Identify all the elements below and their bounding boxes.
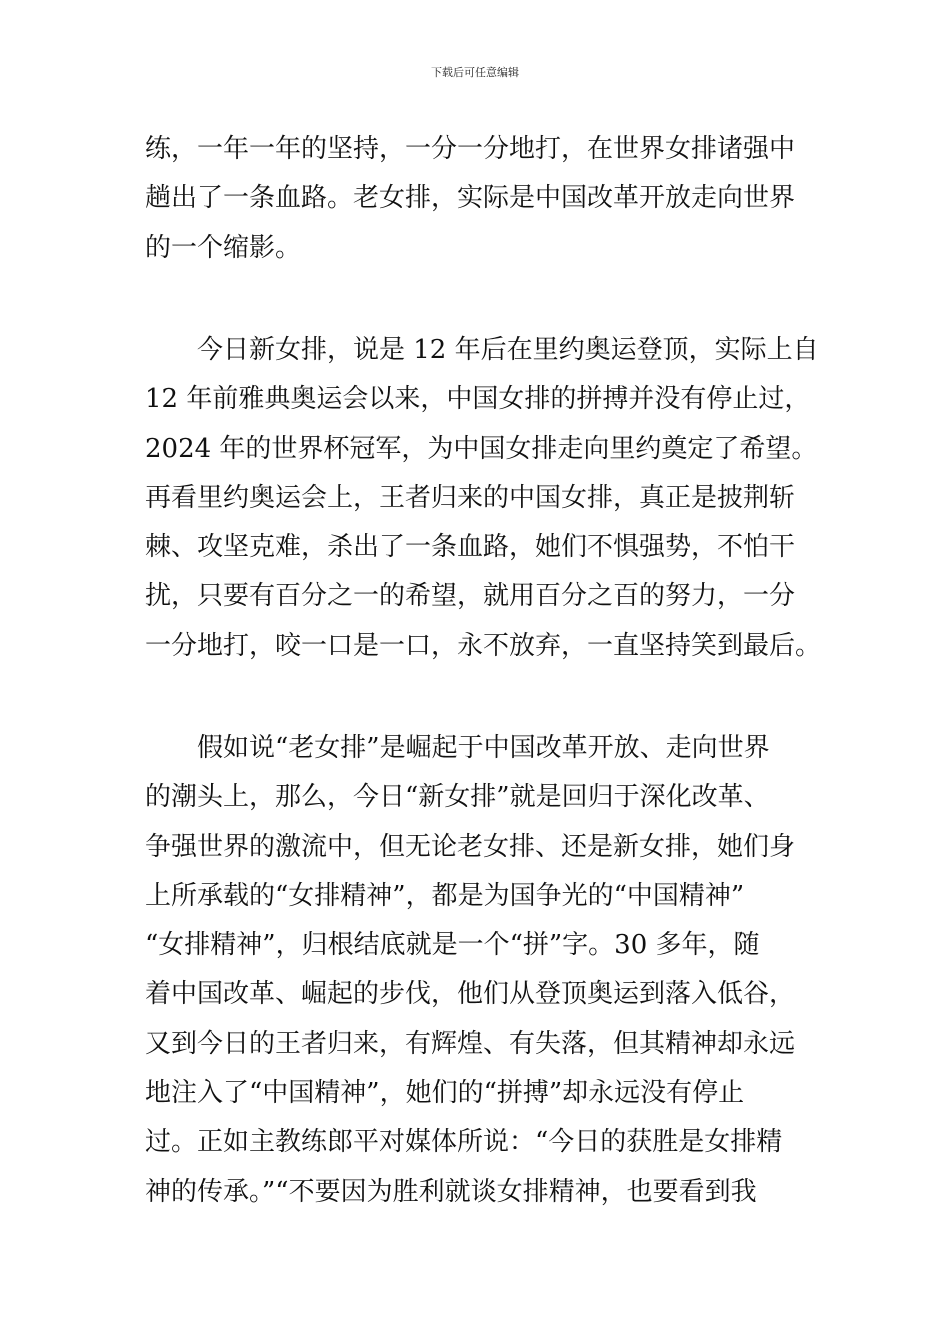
paragraph-line: 今日新女排，说是 12 年后在里约奥运登顶，实际上自 xyxy=(197,335,819,365)
paragraph-line: 练，一年一年的坚持，一分一分地打，在世界女排诸强中 xyxy=(145,134,796,164)
paragraph-3 xyxy=(145,724,805,1217)
paragraph-line: 2024 年的世界杯冠军，为中国女排走向里约奠定了希望。 xyxy=(145,433,818,464)
paragraph-line: 地注入了“中国精神”，她们的“拼搏”却永远没有停止 xyxy=(145,1078,745,1109)
paragraph-line: 假如说“老女排”是崛起于中国改革开放、走向世界 xyxy=(197,733,770,763)
paragraph-line: 12 年前雅典奥运会以来，中国女排的拼搏并没有停止过， xyxy=(145,384,811,415)
paragraph-line: 争强世界的激流中，但无论老女排、还是新女排，她们身 xyxy=(145,831,796,862)
paragraph-line: 棘、攻坚克难，杀出了一条血路，她们不惧强势，不怕干 xyxy=(145,532,796,563)
paragraph-line: 上所承载的“女排精神”，都是为国争光的“中国精神” xyxy=(145,880,745,911)
paragraph-line: 又到今日的王者归来，有辉煌、有失落，但其精神却永远 xyxy=(145,1028,796,1059)
paragraph-line: “女排精神”，归根结底就是一个“拼”字。30 多年，随 xyxy=(145,930,760,961)
paragraph-line: 着中国改革、崛起的步伐，他们从登顶奥运到落入低谷， xyxy=(145,979,796,1010)
paragraph-line: 过。正如主教练郎平对媒体所说：“今日的获胜是女排精 xyxy=(145,1127,783,1158)
paragraph-line: 一分地打，咬一口是一口，永不放弃，一直坚持笑到最后。 xyxy=(145,630,822,661)
paragraph-1 xyxy=(145,125,805,273)
paragraph-line: 的潮头上，那么，今日“新女排”就是回归于深化改革、 xyxy=(145,782,770,813)
paragraph-line: 再看里约奥运会上，王者归来的中国女排，真正是披荆斩 xyxy=(145,482,796,513)
header-note: 下载后可任意编辑 xyxy=(431,66,519,79)
paragraph-line: 扰，只要有百分之一的希望，就用百分之百的努力，一分 xyxy=(145,581,796,612)
paragraph-line: 神的传承。”“不要因为胜利就谈女排精神，也要看到我 xyxy=(145,1176,757,1207)
paragraph-line: 的一个缩影。 xyxy=(145,232,302,263)
paragraph-2 xyxy=(145,326,822,671)
paragraph-line: 趟出了一条血路。老女排，实际是中国改革开放走向世界 xyxy=(145,183,796,214)
